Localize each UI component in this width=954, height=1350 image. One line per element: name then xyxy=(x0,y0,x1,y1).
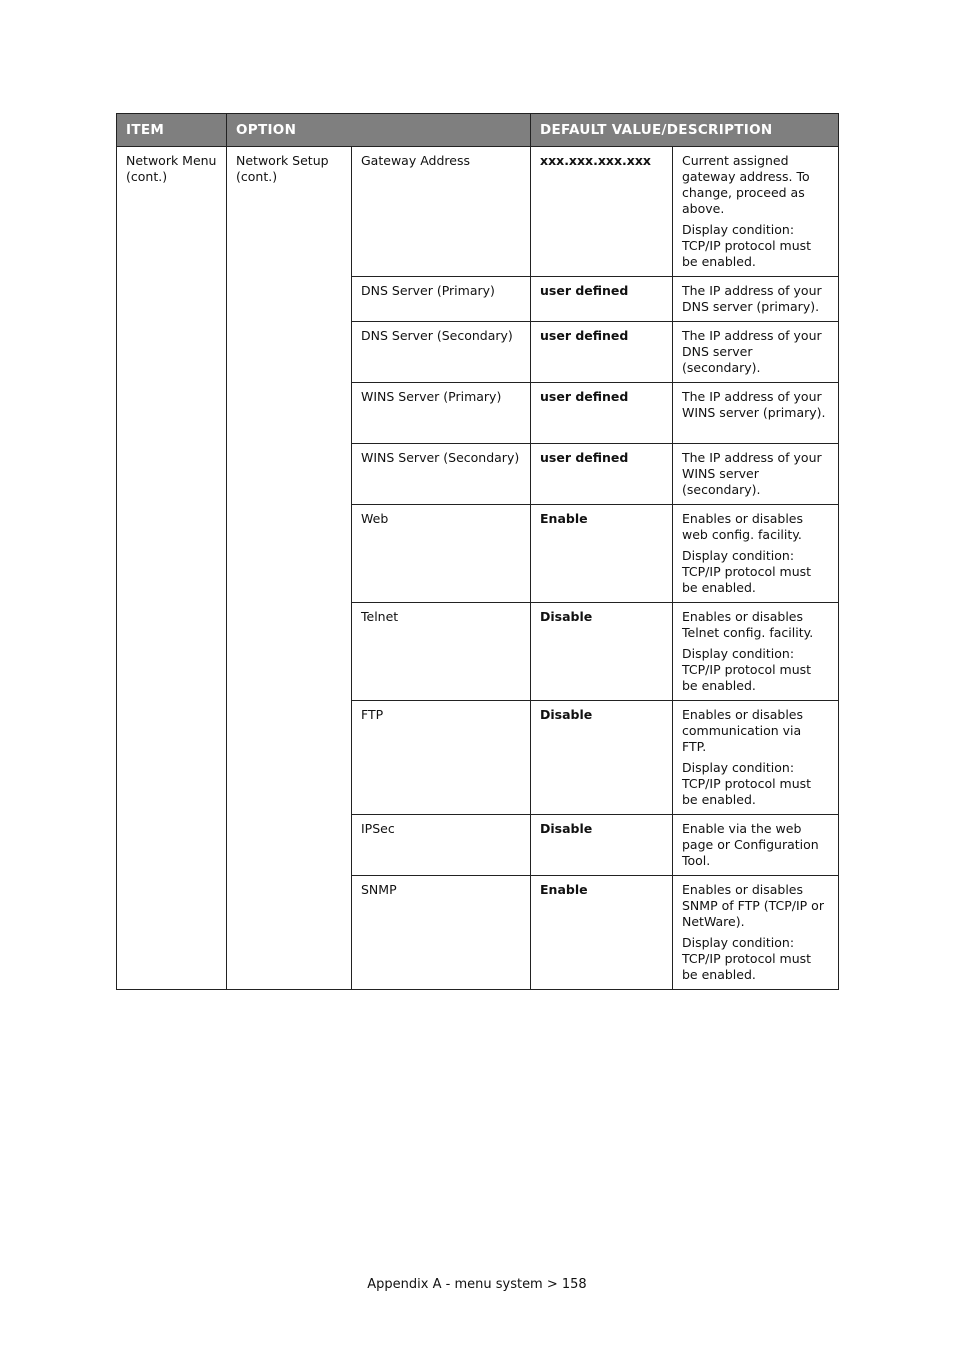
option-cell: WINS Server (Secondary) xyxy=(352,444,531,505)
option-cell: Web xyxy=(352,505,531,603)
description-text: The IP address of your DNS server (primary). xyxy=(682,283,822,314)
description-text: The IP address of your WINS server (primary). xyxy=(682,389,826,420)
value-cell: user defined xyxy=(531,383,673,444)
description-cell xyxy=(673,147,839,277)
value-cell: Disable xyxy=(531,701,673,815)
description-text: Display condition: TCP/IP protocol must be enabled. xyxy=(682,222,812,269)
value-cell: Disable xyxy=(531,603,673,701)
option-cell: Gateway Address xyxy=(352,147,531,277)
table-row xyxy=(117,147,839,277)
description-text: Display condition: TCP/IP protocol must be enabled. xyxy=(682,760,812,807)
option-cell: IPSec xyxy=(352,815,531,876)
header-option: OPTION xyxy=(227,114,531,147)
description-text: The IP address of your DNS server (secondary). xyxy=(682,328,822,375)
description-cell xyxy=(673,383,839,444)
description-text: Enables or disables Telnet config. facility. xyxy=(682,609,814,640)
description-cell xyxy=(673,876,839,990)
value-cell: Disable xyxy=(531,815,673,876)
option-cell: Telnet xyxy=(352,603,531,701)
description-cell xyxy=(673,444,839,505)
description-cell xyxy=(673,815,839,876)
description-cell xyxy=(673,505,839,603)
value-cell: Enable xyxy=(531,876,673,990)
page-footer: Appendix A - menu system > 158 xyxy=(367,1277,587,1292)
value-cell: Enable xyxy=(531,505,673,603)
description-text: The IP address of your WINS server (secondary). xyxy=(682,450,822,497)
option-cell: DNS Server (Primary) xyxy=(352,277,531,322)
description-text: Display condition: TCP/IP protocol must be enabled. xyxy=(682,548,812,595)
description-text: Display condition: TCP/IP protocol must be enabled. xyxy=(682,646,812,693)
description-text: Current assigned gateway address. To change, proceed as above. xyxy=(682,153,810,216)
option-cell: SNMP xyxy=(352,876,531,990)
description-cell xyxy=(673,701,839,815)
value-cell: user defined xyxy=(531,322,673,383)
description-text: Enables or disables web config. facility. xyxy=(682,511,804,542)
value-cell: user defined xyxy=(531,444,673,505)
description-cell xyxy=(673,322,839,383)
description-text: Enables or disables communication via FTP. xyxy=(682,707,804,754)
description-text: Enables or disables SNMP of FTP (TCP/IP or NetWare). xyxy=(682,882,824,929)
description-text: Enable via the web page or Configuration Tool. xyxy=(682,821,819,868)
header-item: ITEM xyxy=(117,114,227,147)
table-header-row xyxy=(117,114,839,147)
value-cell: user defined xyxy=(531,277,673,322)
group-cell: Network Setup (cont.) xyxy=(227,147,352,990)
option-cell: WINS Server (Primary) xyxy=(352,383,531,444)
option-cell: FTP xyxy=(352,701,531,815)
description-cell xyxy=(673,603,839,701)
network-menu-table xyxy=(116,113,839,990)
header-default-value: DEFAULT VALUE/DESCRIPTION xyxy=(531,114,839,147)
option-cell: DNS Server (Secondary) xyxy=(352,322,531,383)
item-cell: Network Menu (cont.) xyxy=(117,147,227,990)
description-cell xyxy=(673,277,839,322)
value-cell: xxx.xxx.xxx.xxx xyxy=(531,147,673,277)
description-text: Display condition: TCP/IP protocol must be enabled. xyxy=(682,935,812,982)
